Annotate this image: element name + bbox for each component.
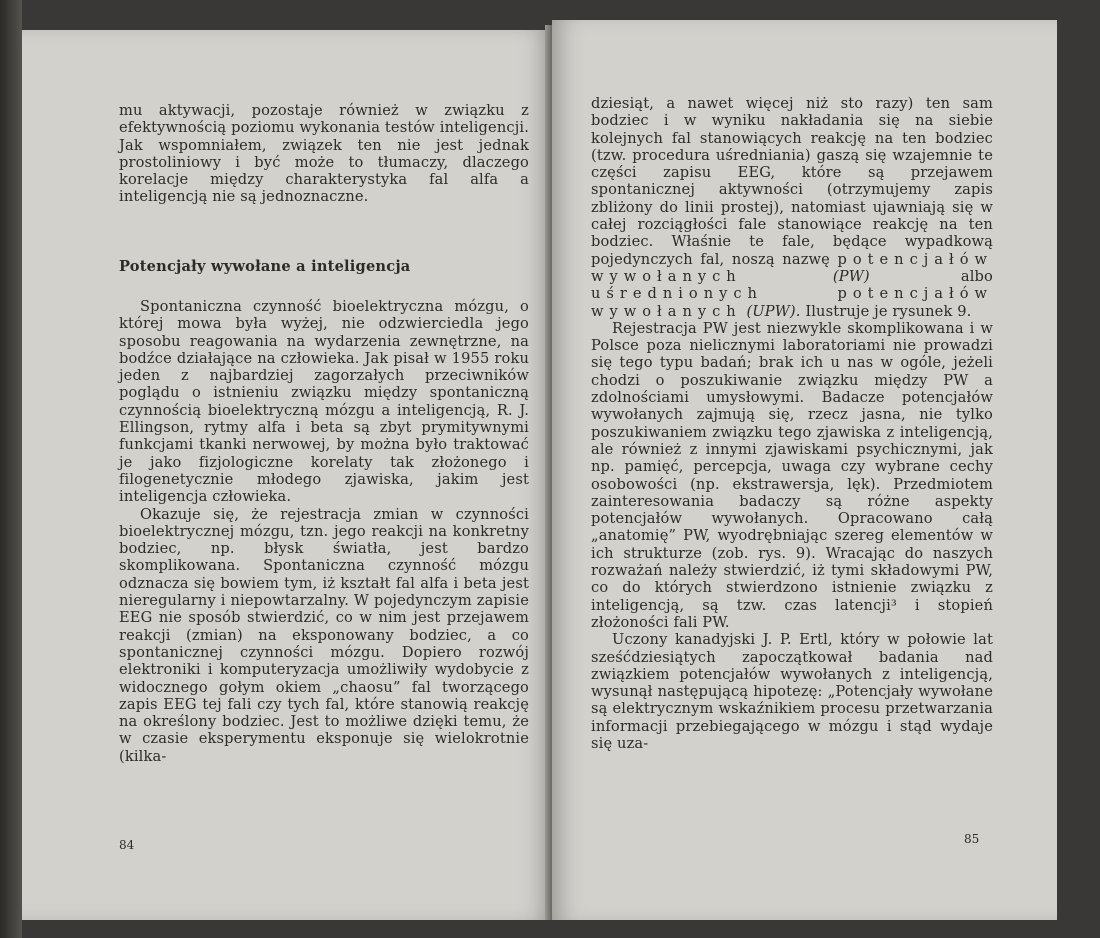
left-page-top-paragraph [119,102,529,206]
page-number-right: 85 [964,832,980,846]
scanner-background [0,0,22,938]
paragraph: mu aktywacji, pozostaje również w związku z efektywnością poziomu wykonania testów inteligencji. Jak wspomniałem, związek ten nie jest jednak prostoliniowy i być może to tłumaczy, dlaczego korelacje między charakterystyka fal alfa a inteligencją nie są jednoznaczne. [119,102,529,206]
spaced-term: uśrednionych potencjałów wywołanych [591,285,993,320]
paragraph: Spontaniczna czynność bioelektryczna mózgu, o której mowa była wyżej, nie odzwierciedla jego sposobu reagowania na wydarzenia zewnętrzne, na bodźce działające na człowieka. Jak pisał w 1955 roku jeden z najbardziej zagorzałych przeciwników poglądu o istnieniu związku między spontaniczną czynnością bioelektryczną mózgu a inteligencją, R. J. Ellingson, rytmy alfa i beta są zbyt prymitywnymi funkcjami tkanki nerwowej, by można było traktować je jako fizjologiczne korelaty tak złożonego i filogenetycznie młodego zjawiska, jakim jest inteligencja człowieka. [119,298,529,506]
spaced-term: potencjałów wywołanych [591,250,993,285]
abbreviation: (UPW). [746,302,801,320]
left-page-body [119,298,529,765]
paragraph: Rejestracja PW jest niezwykle skomplikowana i w Polsce poza nielicznymi laboratoriami nie prowadzi się tego typu badań; brak ich u nas w ogóle, jeżeli chodzi o poszukiwanie związku między PW a zdolnościami umysłowymi. Badacze potencjałów wywołanych zajmują się, rzecz jasna, nie tylko poszukiwaniem związku tego zjawiska z inteligencją, ale również z innymi zjawiskami psychicznymi, jak np. pamięć, percepcja, uwaga czy wybrane cechy osobowości (np. ekstrawersja, lęk). Przedmiotem zainteresowania badaczy są różne aspekty potencjałów wywołanych. Opracowano całą „anatomię” PW, wyodrębniając szereg elementów w ich strukturze (zob. rys. 9). Wracając do naszych rozważań należy stwierdzić, iż tymi składowymi PW, co do których stwierdzono istnienie związku z inteligencją, są tzw. czas latencji³ i stopień złożoności fali PW. [591,319,993,631]
abbreviation: (PW) [832,267,870,285]
section-heading: Potencjały wywołane a inteligencja [119,258,411,275]
right-page [552,20,1057,920]
text-span: dziesiąt, a nawet więcej niż sto razy) ten sam bodziec i w wyniku nakładania się na siebie kolejnych fal stanowiących reakcję na ten bodziec (tzw. procedura uśredniania) gaszą się wzajemnie te części zapisu EEG, które są przejawem spontanicznej aktywności (otrzymujemy zapis zbliżony do linii prostej), natomiast ujawniają się w całej rozciągłości fale stanowiące reakcję na ten bodziec. Właśnie te fale, będące wypadkową pojedynczych fal, noszą nazwę [591,95,993,268]
paragraph [591,95,993,320]
left-page [22,30,552,920]
text-span: albo [960,267,993,285]
right-page-body [591,95,993,752]
page-number-left: 84 [119,838,135,852]
paragraph: Uczony kanadyjski J. P. Ertl, który w połowie lat sześćdziesiątych zapoczątkował badania nad związkiem potencjałów wywołanych z inteligencją, wysunął następującą hipotezę: „Potencjały wywołane są elektrycznym wskaźnikiem procesu przetwarzania informacji przebiegającego w mózgu i stąd wydaje się uza- [591,631,993,752]
text-span: Ilustruje je rysunek 9. [805,302,972,320]
paragraph: Okazuje się, że rejestracja zmian w czynności bioelektrycznej mózgu, tzn. jego reakcji na konkretny bodziec, np. błysk światła, jest bardzo skomplikowana. Spontaniczna czynność mózgu odznacza się bowiem tym, iż kształt fal alfa i beta jest nieregularny i niepowtarzalny. W pojedynczym zapisie EEG nie sposób stwierdzić, co w nim jest przejawem reakcji (zmian) na eksponowany bodziec, a co spontanicznej czynności mózgu. Dopiero rozwój elektroniki i komputeryzacja umożliwiły wydobycie z widocznego gołym okiem „chaosu” fal tworzącego zapis EEG tej fali czy tych fal, które stanowią reakcję na określony bodziec. Jest to możliwe dzięki temu, że w czasie eksperymentu eksponuje się wielokrotnie (kilka- [119,505,529,765]
